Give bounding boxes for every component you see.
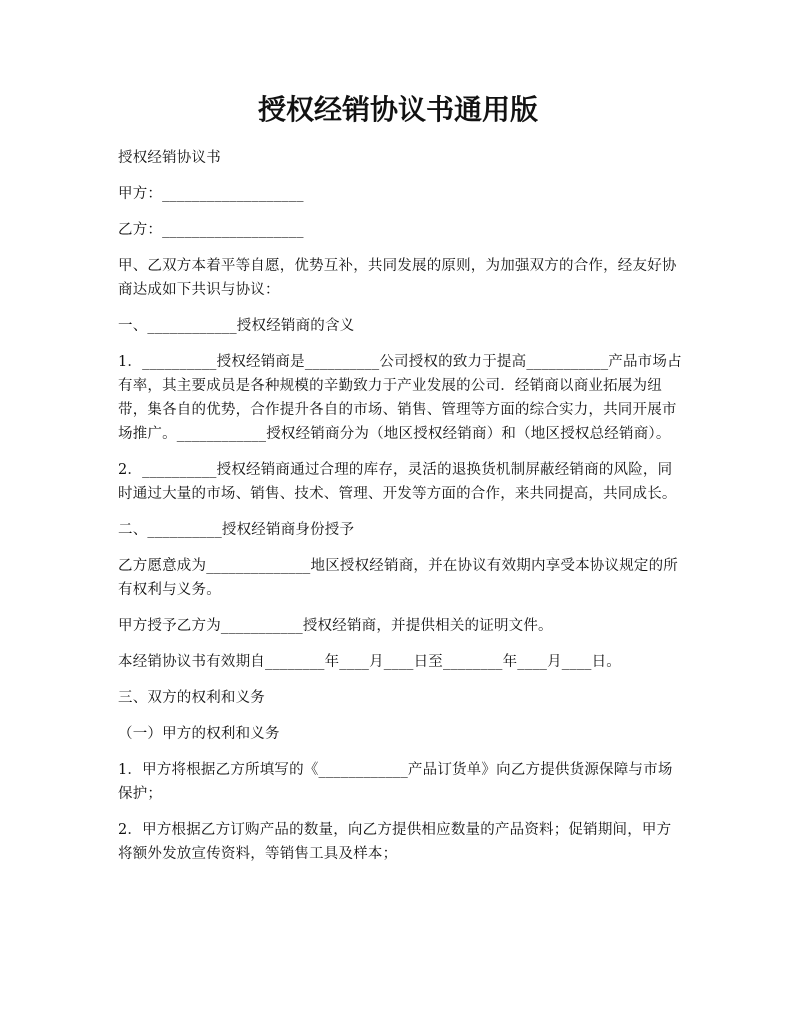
section-2-heading: 二、__________授权经销商身份授予 [118,522,355,538]
document-title: 授权经销协议书通用版 [257,93,538,126]
clause-3-a-2: 2．甲方根据乙方订购产品的数量，向乙方提供相应数量的产品资料；促销期间，甲方将额外发放宣传资料，等销售工具及样本； [118,822,672,862]
party-a-line: 甲方：___________________ [118,186,304,202]
section-1-heading: 一、____________授权经销商的含义 [118,318,355,334]
clause-1-1: 1．__________授权经销商是__________公司授权的致力于提高___________产品市场占有率，其主要成员是各种规模的辛勤致力于产业发展的公司．经销商以商业拓展为纽带，集各自的优势，合作提升各自的市场、销售、管理等方面的综合实力，共同开展市场推广。____________授权经销商分为（地区授权经销商）和（地区授权总经销商）。 [118,354,682,442]
clause-1-2: 2．__________授权经销商通过合理的库存，灵活的退换货机制屏蔽经销商的风险，同时通过大量的市场、销售、技术、管理、开发等方面的合作，来共同提高，共同成长。 [118,462,677,502]
section-3-subheading-a: （一）甲方的权利和义务 [118,726,280,742]
preamble-paragraph: 甲、乙双方本着平等自愿，优势互补，共同发展的原则，为加强双方的合作，经友好协商达成如下共识与协议： [118,258,677,298]
party-b-line: 乙方：___________________ [118,222,304,238]
section-3-heading: 三、双方的权利和义务 [118,690,265,706]
validity-period-line: 本经销协议书有效期自________年____月____日至________年____月____日。 [118,654,621,670]
document-body [118,146,686,878]
subtitle-line: 授权经销协议书 [118,150,221,166]
clause-2-1: 乙方愿意成为______________地区授权经销商，并在协议有效期内享受本协议规定的所有权利与义务。 [118,558,678,598]
clause-2-2: 甲方授予乙方为___________授权经销商，并提供相关的证明文件。 [118,618,553,634]
clause-3-a-1: 1．甲方将根据乙方所填写的《____________产品订货单》向乙方提供货源保障与市场保护； [118,762,673,802]
